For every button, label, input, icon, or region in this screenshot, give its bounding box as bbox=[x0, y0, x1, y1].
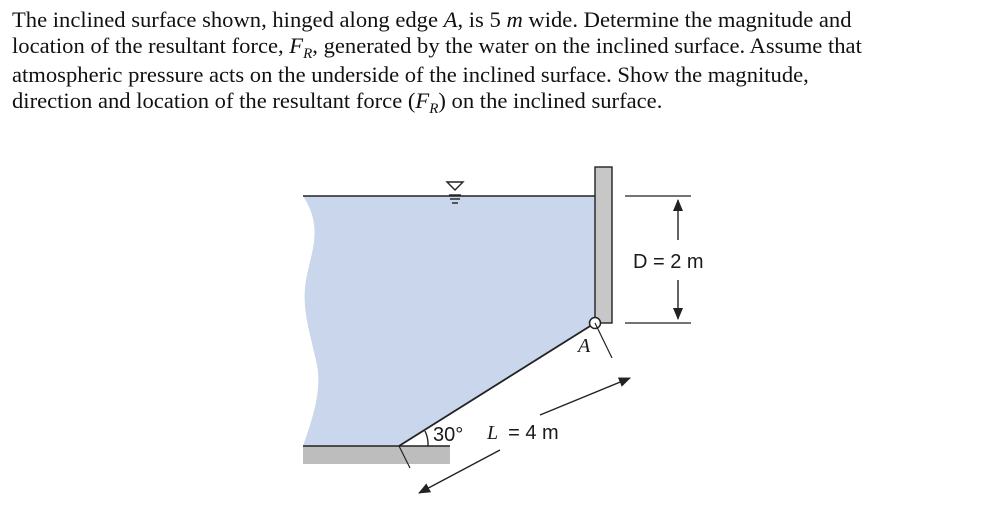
angle-label: 30° bbox=[433, 424, 464, 446]
vertical-wall bbox=[595, 167, 612, 323]
hinge-label: A bbox=[578, 335, 591, 357]
angle-arc bbox=[425, 431, 428, 446]
floor-block bbox=[303, 446, 450, 464]
hinge-edge-symbol: A bbox=[443, 7, 458, 32]
problem-line-3: atmospheric pressure acts on the underside of the inclined surface. Show the magnitude, bbox=[12, 62, 809, 88]
depth-label: D = 2 m bbox=[633, 251, 704, 273]
length-label: L = 4 m bbox=[487, 422, 559, 444]
problem-line-4: direction and location of the resultant force $(F_R)$ on the inclined surface. bbox=[12, 87, 663, 117]
unit-symbol: m bbox=[506, 7, 523, 32]
force-symbol: F bbox=[415, 87, 430, 113]
problem-line-2: location of the resultant force, $F_R$, generated by the water on the inclined surface. Assume that bbox=[12, 32, 862, 62]
force-subscript: R bbox=[429, 100, 439, 117]
force-symbol: F bbox=[289, 32, 304, 58]
length-dimension-line-upper bbox=[540, 378, 630, 415]
length-extension-upper bbox=[595, 323, 612, 358]
water-region bbox=[303, 196, 595, 446]
force-subscript: R bbox=[303, 45, 313, 62]
problem-line-1: The inclined surface shown, hinged along edge A, is 5 m wide. Determine the magnitude and bbox=[12, 7, 852, 32]
